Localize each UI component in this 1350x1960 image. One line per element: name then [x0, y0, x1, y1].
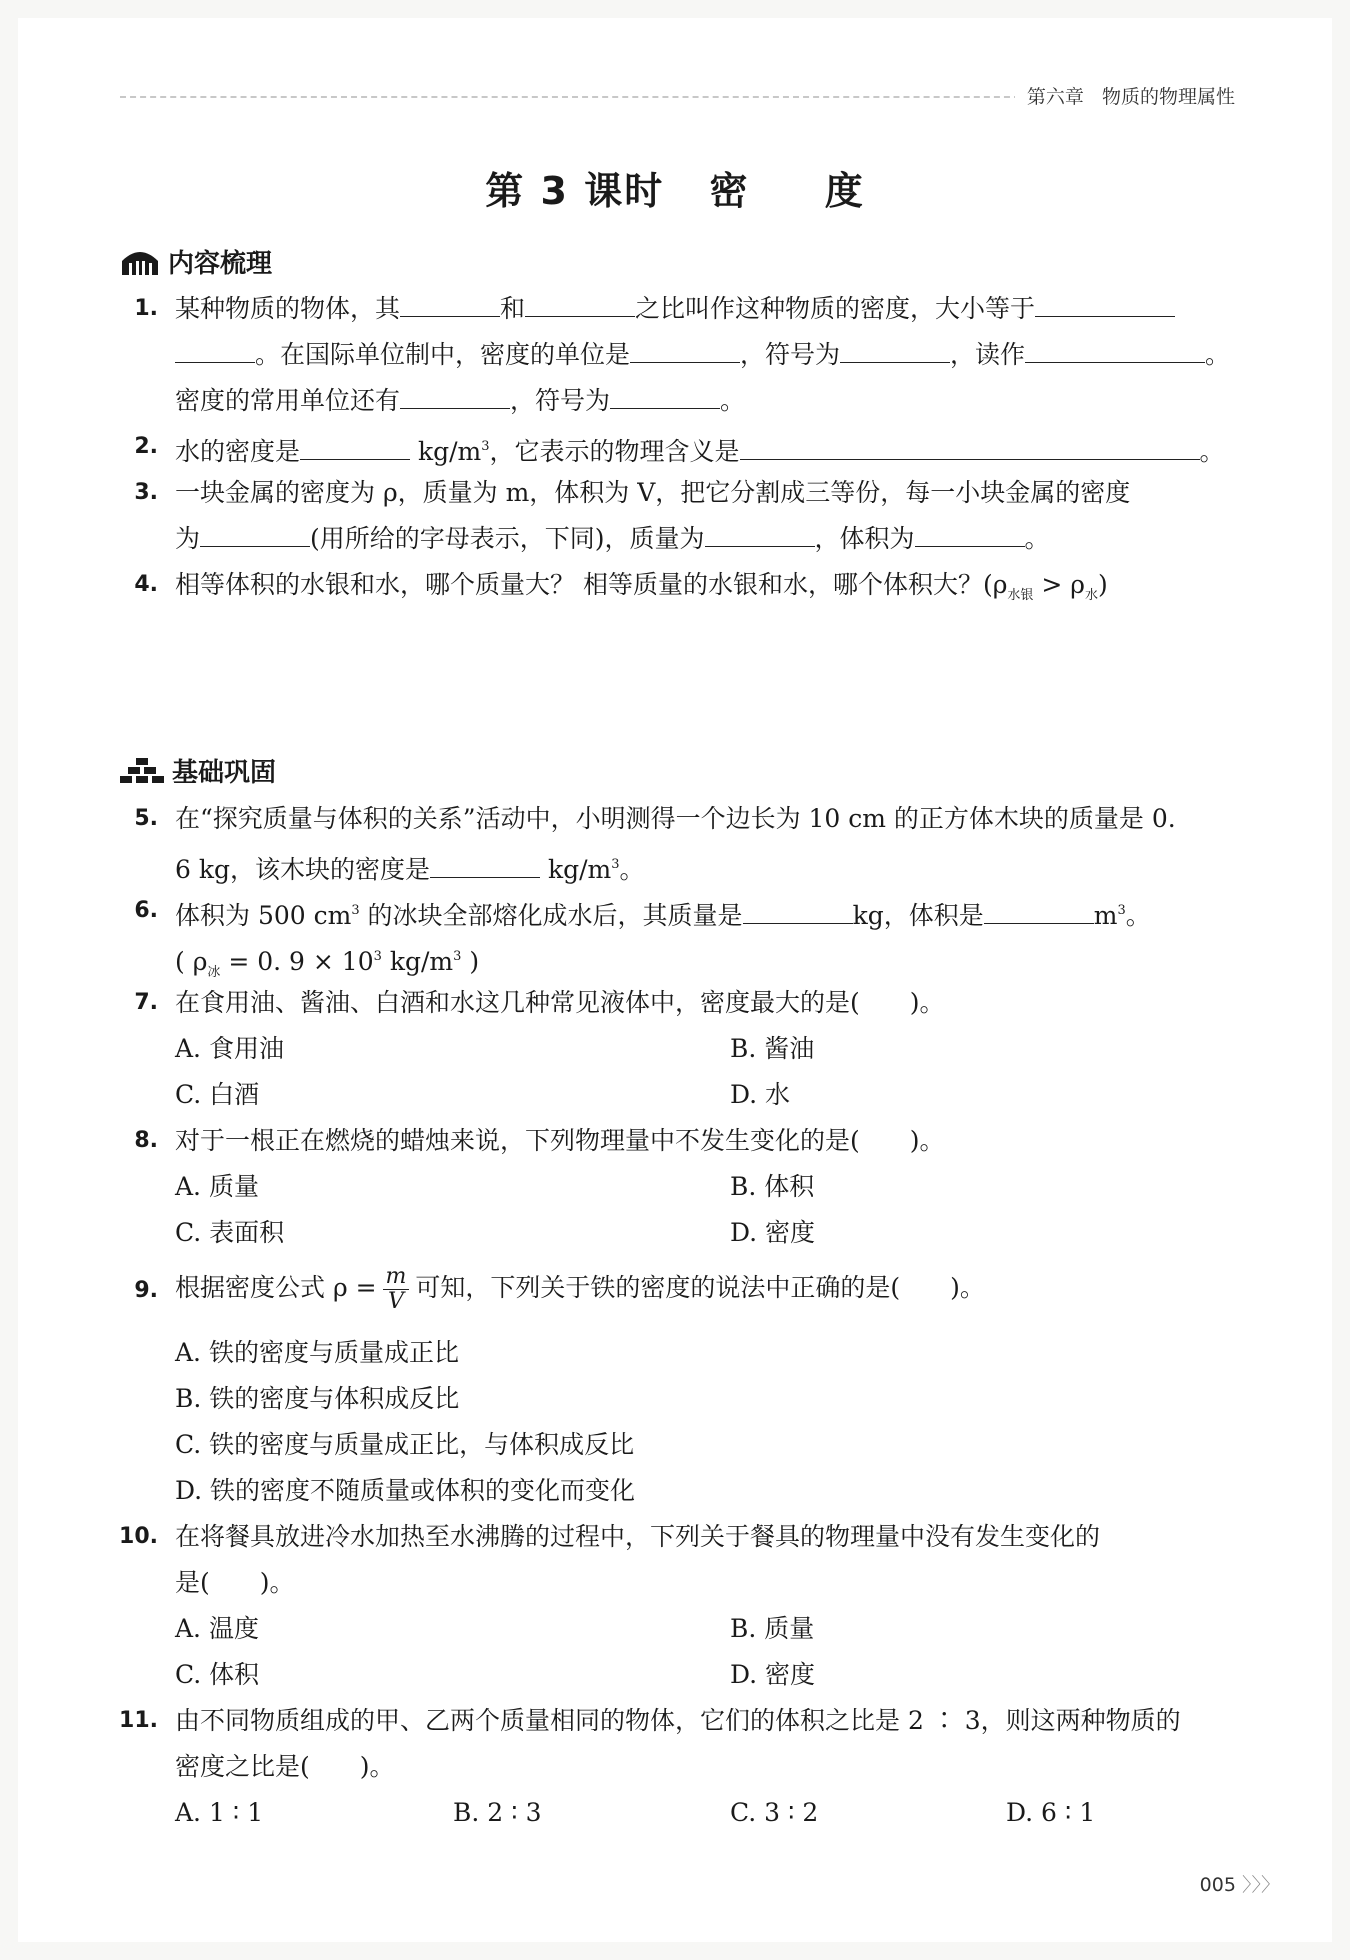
question-number: 1. — [134, 296, 158, 321]
option-a[interactable]: A. 质量 — [175, 1172, 259, 1201]
answer-blank[interactable] — [400, 292, 500, 317]
question-10-line-1: 在将餐具放进冷水加热至水沸腾的过程中，下列关于餐具的物理量中没有发生变化的 — [175, 1522, 1101, 1551]
answer-blank[interactable] — [740, 435, 1200, 460]
question-number: 7. — [134, 990, 158, 1015]
arch-icon — [120, 247, 160, 277]
answer-blank[interactable] — [1035, 292, 1175, 317]
answer-blank[interactable] — [200, 522, 310, 547]
section-heading-content — [120, 243, 272, 280]
answer-blank[interactable] — [300, 435, 410, 460]
option-b[interactable]: B. 2 ∶ 3 — [453, 1798, 542, 1827]
question-10-line-2: 是( )。 — [175, 1568, 295, 1597]
section-title: 基础巩固 — [172, 758, 277, 788]
section-heading-basics — [120, 752, 276, 789]
question-3-line-2: 为 (用所给的字母表示，下同)，质量为 ，体积为 。 — [175, 524, 1050, 553]
option-c[interactable]: C. 表面积 — [175, 1218, 285, 1247]
question-number: 8. — [134, 1128, 158, 1153]
question-11-line-1: 由不同物质组成的甲、乙两个质量相同的物体，它们的体积之比是 2 ∶ 3，则这两种物质的 — [175, 1706, 1181, 1735]
answer-blank[interactable] — [705, 522, 815, 547]
question-8-stem: 对于一根正在燃烧的蜡烛来说，下列物理量中不发生变化的是( )。 — [175, 1126, 945, 1155]
title-word-2: 度 — [824, 169, 865, 213]
answer-blank[interactable] — [743, 899, 853, 924]
question-number: 11. — [119, 1708, 158, 1733]
option-d[interactable]: D. 6 ∶ 1 — [1006, 1798, 1096, 1827]
answer-blank[interactable] — [915, 522, 1025, 547]
option-a[interactable]: A. 铁的密度与质量成正比 — [175, 1338, 459, 1367]
option-a[interactable]: A. 温度 — [175, 1614, 259, 1643]
answer-blank[interactable] — [1025, 338, 1205, 363]
question-number: 4. — [134, 572, 158, 597]
question-number: 6. — [134, 898, 158, 923]
option-d[interactable]: D. 密度 — [730, 1218, 816, 1247]
question-number: 10. — [119, 1524, 158, 1549]
question-9-stem: 根据密度公式 ρ = $\frac{m}{V}$ 可知，下列关于铁的密度的说法中正确的是( )。 — [175, 1264, 985, 1314]
question-number: 9. — [134, 1278, 158, 1303]
question-number: 5. — [134, 806, 158, 831]
answer-blank[interactable] — [430, 853, 540, 878]
lesson-number: 第 3 课时 — [485, 169, 665, 213]
question-6-line-2: ( $\rho_冰 = 0$. $9 \times 10^3$ $kg/m^3$ ) — [175, 947, 480, 980]
question-2: 水的密度是 $kg/m^3$，它表示的物理含义是 。 — [175, 437, 1225, 466]
option-d[interactable]: D. 密度 — [730, 1660, 816, 1689]
chevrons-icon: 〉〉〉 — [1241, 1874, 1280, 1896]
title-word-1: 密 — [709, 169, 750, 213]
option-d[interactable]: D. 铁的密度不随质量或体积的变化而变化 — [175, 1476, 636, 1505]
answer-blank[interactable] — [400, 384, 510, 409]
question-5-line-2: 6 kg，该木块的密度是 $kg/m^3$。 — [175, 855, 645, 884]
question-5-line-1: 在“探究质量与体积的关系”活动中，小明测得一个边长为 10 cm 的正方体木块的质量是 0. — [175, 804, 1176, 833]
option-b[interactable]: B. 铁的密度与体积成反比 — [175, 1384, 460, 1413]
question-number: 3. — [134, 480, 158, 505]
option-d[interactable]: D. 水 — [730, 1080, 791, 1109]
option-b[interactable]: B. 体积 — [730, 1172, 815, 1201]
answer-blank[interactable] — [525, 292, 635, 317]
answer-blank[interactable] — [630, 338, 740, 363]
section-title: 内容梳理 — [168, 249, 273, 279]
running-header — [1015, 82, 1235, 109]
option-a[interactable]: A. 食用油 — [175, 1034, 284, 1063]
option-a[interactable]: A. 1 ∶ 1 — [175, 1798, 264, 1827]
option-c[interactable]: C. 3 ∶ 2 — [730, 1798, 819, 1827]
lesson-title — [0, 160, 1350, 215]
question-7-stem: 在食用油、酱油、白酒和水这几种常见液体中，密度最大的是( )。 — [175, 988, 945, 1017]
option-b[interactable]: B. 质量 — [730, 1614, 815, 1643]
answer-blank[interactable] — [610, 384, 720, 409]
option-c[interactable]: C. 铁的密度与质量成正比，与体积成反比 — [175, 1430, 635, 1459]
option-c[interactable]: C. 白酒 — [175, 1080, 260, 1109]
answer-blank[interactable] — [840, 338, 950, 363]
question-6-line-1: 体积为 500 $cm^3$ 的冰块全部熔化成水后，其质量是 kg，体积是 $m^3$。 — [175, 901, 1151, 930]
header-rule — [120, 96, 1020, 98]
question-1-line-3: 密度的常用单位还有 ，符号为 。 — [175, 386, 746, 415]
answer-blank[interactable] — [984, 899, 1094, 924]
question-3-line-1: 一块金属的密度为 ρ，质量为 m，体积为 V，把它分割成三等份，每一小块金属的密度 — [175, 478, 1131, 507]
question-1-line-1: 某种物质的物体，其 和 之比叫作这种物质的密度，大小等于 — [175, 292, 1175, 326]
density-fraction: $\frac{m}{V}$ — [383, 1265, 410, 1314]
option-b[interactable]: B. 酱油 — [730, 1034, 815, 1063]
page-number: 005 〉〉〉 — [1199, 1874, 1280, 1896]
question-number: 2. — [134, 434, 158, 459]
question-11-line-2: 密度之比是( )。 — [175, 1752, 395, 1781]
option-c[interactable]: C. 体积 — [175, 1660, 260, 1689]
question-4: 相等体积的水银和水，哪个质量大？ 相等质量的水银和水，哪个体积大？$(\rho_{水银} > \rho_水)$ — [175, 570, 1108, 603]
question-1-line-2: 。在国际单位制中，密度的单位是 ，符号为 ，读作 。 — [175, 338, 1230, 372]
answer-blank[interactable] — [175, 338, 255, 363]
chapter-title: 物质的物理属性 — [1101, 86, 1235, 108]
chapter-number: 第六章 — [1026, 86, 1084, 108]
bricks-icon — [120, 756, 164, 786]
